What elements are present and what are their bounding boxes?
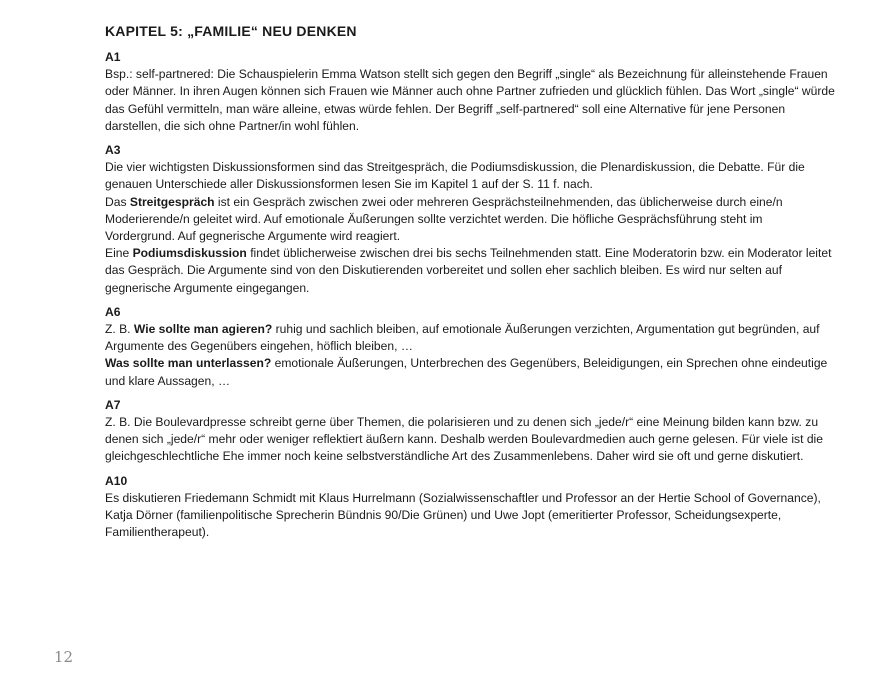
text-run: findet üblicherweise zwischen drei bis sechs Teilnehmenden statt. Eine Moderatorin bzw. ein Moderator leitet das Gespräch. Die Argumente sind von den Diskutierenden vorbereitet und sollen eher sachlich bleiben. Es wird nur selten auf gegnerische Argumente eingegangen. [105,246,832,295]
text-run: ruhig und sachlich bleiben, auf emotionale Äußerungen verzichten, Argumentation gut begründen, auf Argumente des Gegenübers eingehen, höflich bleiben, … [105,322,820,354]
section-a6 [105,304,835,390]
page-number: 12 [54,648,74,666]
bold-term: Podiumsdiskussion [132,246,247,261]
bold-term: Streitgespräch [129,194,215,209]
section-a3 [105,142,835,297]
section-paragraph [105,245,835,297]
text-run: Das [105,194,130,209]
section-paragraph [105,321,835,355]
section-a1 [105,49,835,135]
text-run: Z. B. [105,322,134,337]
section-text: Es diskutieren Friedemann Schmidt mit Klaus Hurrelmann (Sozialwissenschaftler und Professor an der Hertie School of Governance), Katja Dörner (familienpolitische Sprecherin Bündnis 90/Die Grünen) und Uwe Jopt (emeritierter Professor, Scheidungsexperte, Familientherapeut). [105,490,821,540]
section-paragraph [105,194,835,246]
section-label: A6 [105,304,121,319]
bold-term: Was sollte man unterlassen? [105,356,272,371]
chapter-title: KAPITEL 5: „FAMILIE“ NEU DENKEN [105,23,357,39]
section-text: Die vier wichtigsten Diskussionsformen sind das Streitgespräch, die Podiumsdiskussion, die Plenardiskussion, die Debatte. Für die genauen Unterschiede aller Diskussionsformen lesen Sie im Kapitel 1 auf der S. 11 f. nach. [105,160,805,192]
section-label: A3 [105,143,121,158]
text-run: Eine [105,246,133,261]
section-paragraph [105,355,835,389]
page-content [105,22,835,548]
section-text: Z. B. Die Boulevardpresse schreibt gerne über Themen, die polarisieren und zu denen sich „jede/r“ eine Meinung bilden kann bzw. zu denen sich „jede/r“ mehr oder weniger reflektiert äußern kann. Deshalb werden Boulevardmedien auch gerne gelesen. Für viele ist die gleichgeschlechtliche Ehe immer noch keine selbstverständliche Art des Zusammenlebens. Daher wird sie oft und gerne diskutiert. [105,415,823,464]
section-label: A7 [105,397,121,412]
text-run: ist ein Gespräch zwischen zwei oder mehreren Gesprächsteilnehmenden, das üblicherweise durch eine/n Moderierende/n geleitet wird. Auf emotionale Äußerungen sollte verzichtet werden. Die höfliche Gesprächsführung steht im Vordergrund. Auf gegnerische Argumente wird reagiert. [105,194,783,244]
section-text: Bsp.: self-partnered: Die Schauspielerin Emma Watson stellt sich gegen den Begriff „single“ als Bezeichnung für alleinstehende Frauen oder Männer. In ihren Augen können sich Frauen wie Männer auch ohne Partner zufrieden und glücklich fühlen. Das Wort „single“ würde das Gefühl vermitteln, man wäre alleine, etwas würde fehlen. Der Begriff „self-partnered“ soll eine Alternative für jene Personen darstellen, die sich ohne Partner/in wohl fühlen. [105,67,835,133]
section-a7 [105,397,835,466]
section-label: A10 [105,473,128,488]
text-run: emotionale Äußerungen, Unterbrechen des Gegenübers, Beleidigungen, ein Sprechen ohne eindeutige und klare Aussagen, … [105,356,828,388]
section-label: A1 [105,50,121,64]
bold-term: Wie sollte man agieren? [133,322,273,337]
section-a10 [105,473,835,542]
